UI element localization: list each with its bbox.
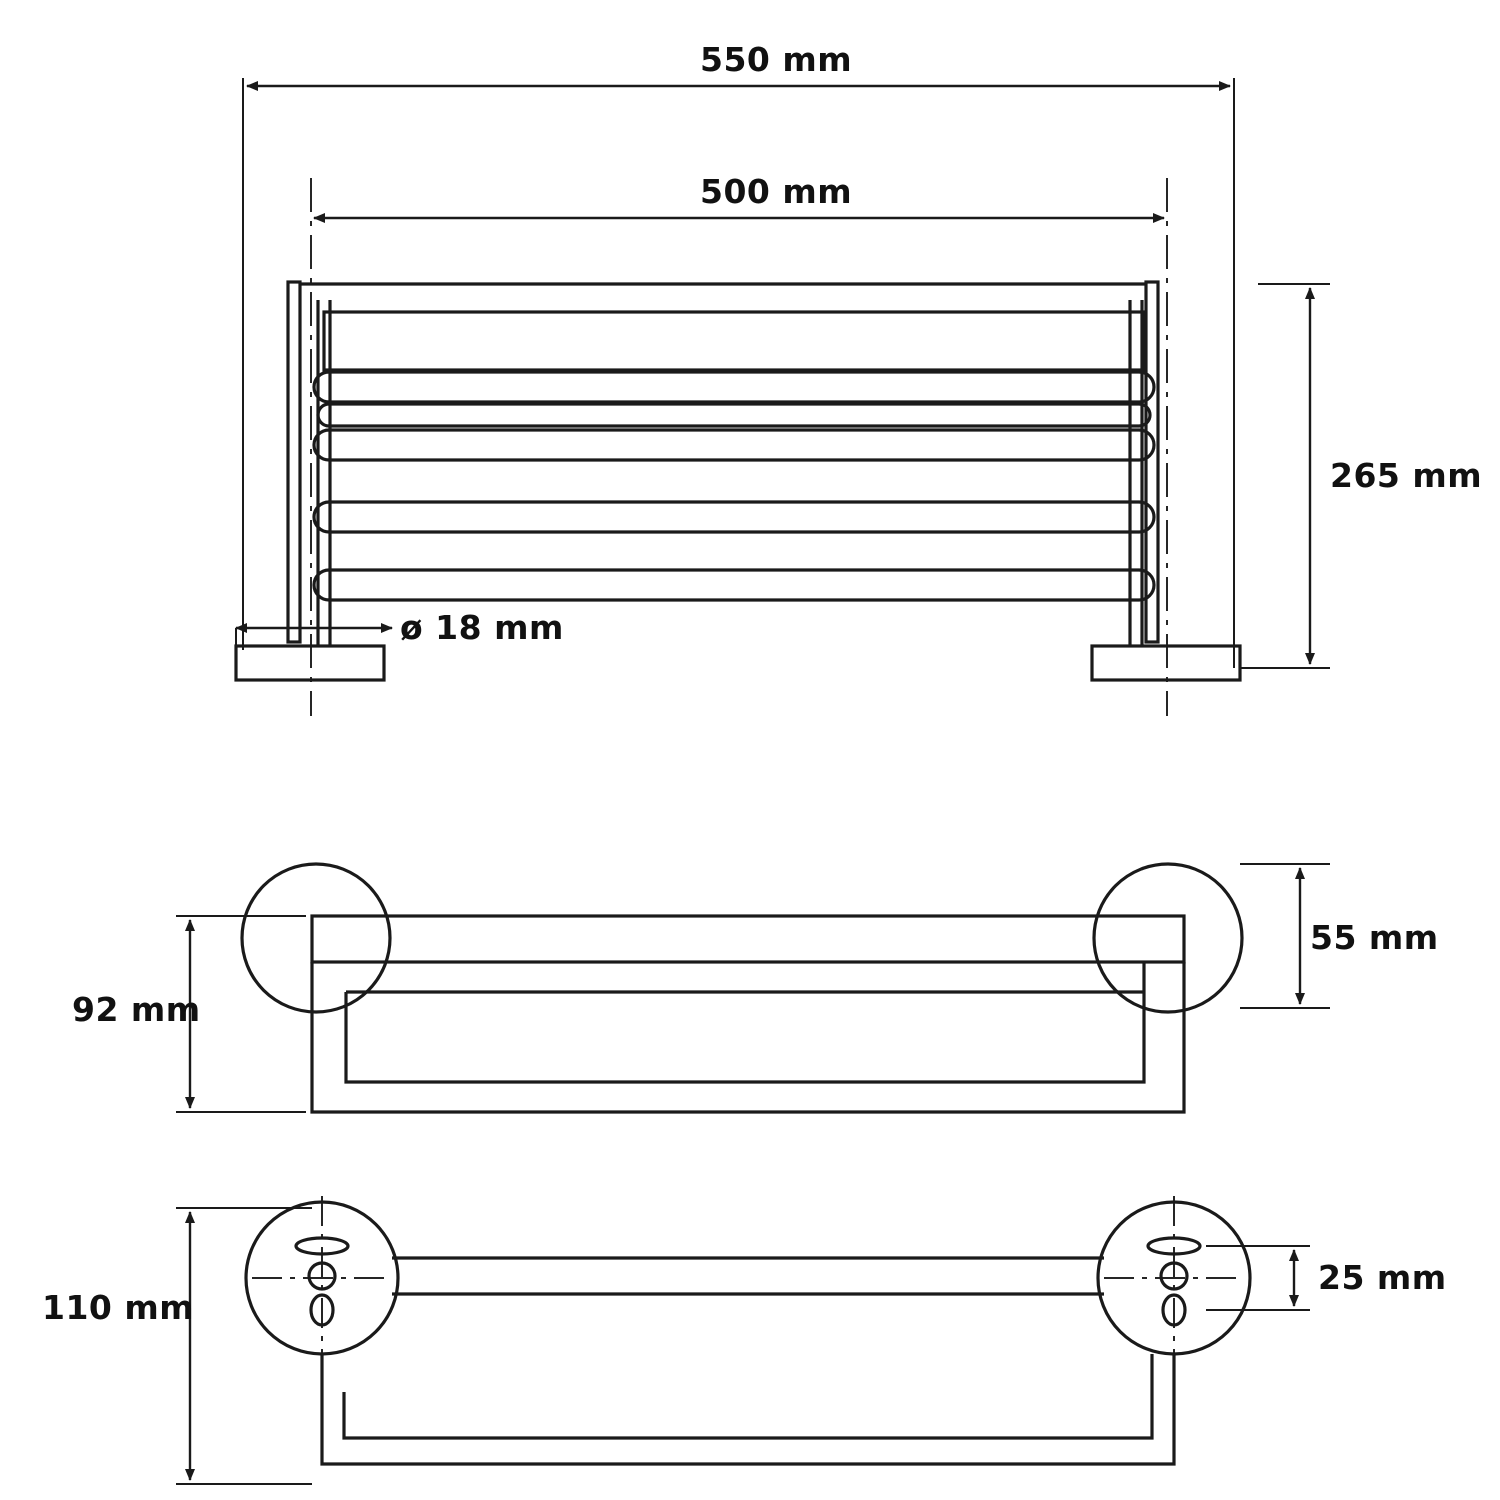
dimension-label-shelf-top-height: 55 mm xyxy=(1310,918,1439,957)
dimension-label-mount-spacing: 500 mm xyxy=(700,172,853,211)
dimension-label-rail-offset: 25 mm xyxy=(1318,1258,1447,1297)
front-view-geometry xyxy=(236,282,1240,680)
side-view-geometry xyxy=(242,864,1242,1112)
dimension-label-overall-height: 265 mm xyxy=(1330,456,1483,495)
dimension-label-shelf-depth: 92 mm xyxy=(72,990,201,1029)
dimension-label-overall-width: 550 mm xyxy=(700,40,853,79)
top-view-geometry xyxy=(246,1202,1250,1464)
dimension-label-plan-depth: 110 mm xyxy=(42,1288,195,1327)
dimension-label-tube-diameter: ø 18 mm xyxy=(400,608,564,647)
